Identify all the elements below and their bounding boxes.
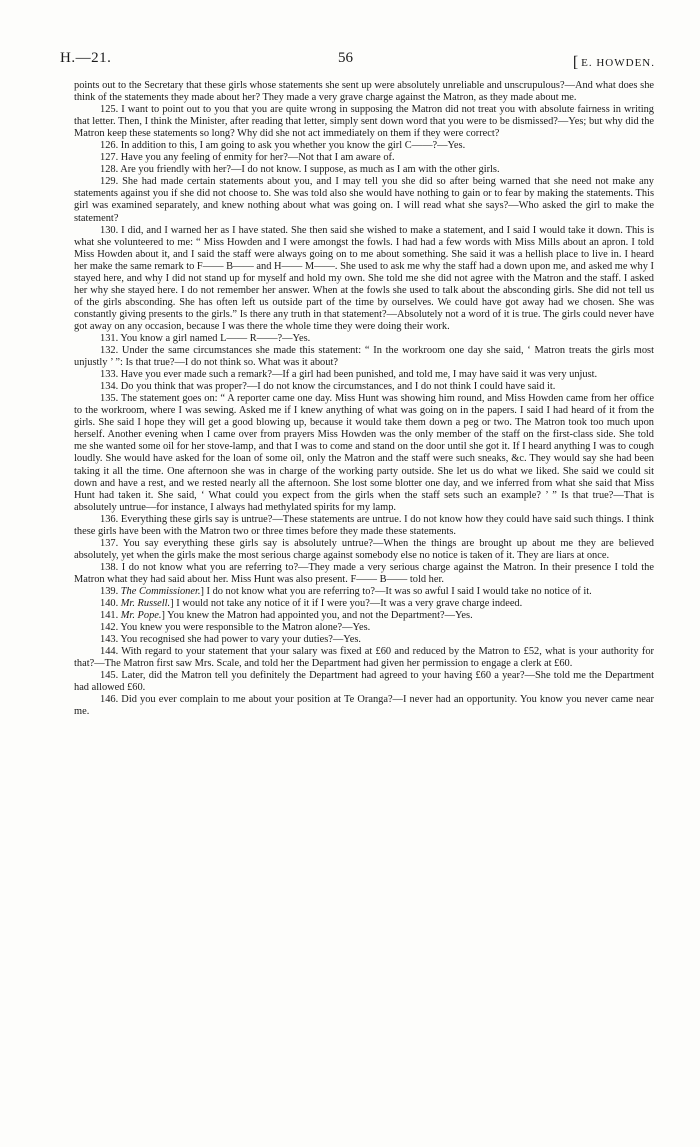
paragraph-text: ] I would not take any notice of it if I were you?—It was a very grave charge indeed. <box>170 598 523 610</box>
paragraph: 128. Are you friendly with her?—I do not know. I suppose, as much as I am with the other girls. <box>100 164 500 176</box>
paragraph: 144. With regard to your statement that your salary was fixed at £60 and reduced by the Matron to £52, what is your authority for that?—The Matron first saw Mrs. Scale, and told her the Department had given her permission to engage a clerk at £60. <box>74 646 654 670</box>
question-number: 139. <box>100 585 121 597</box>
paragraph: 126. In addition to this, I am going to ask you whether you know the girl C——?—Yes. <box>100 140 466 152</box>
paragraph: 134. Do you think that was proper?—I do not know the circumstances, and I do not think I could have said it. <box>100 381 556 393</box>
paragraph <box>74 610 654 622</box>
paragraph: 132. Under the same circumstances she made this statement: “ In the workroom one day she said, ‘ Matron treats the girls most unjustly ’ ”: Is that true?—I do not think so. What was it about? <box>74 345 654 369</box>
paragraph: 129. She had made certain statements about you, and I may tell you she did so after being warned that she need not make any statements against you if she did not choose to. She was told also she would have nothing to gain or to fear by making the statements. This girl was examined separately, and knew nothing about what was going on. I will read what she says?—Who asked the girl to make the statement? <box>74 176 654 224</box>
paragraph-text: ] You knew the Matron had appointed you, and not the Department?—Yes. <box>161 610 473 622</box>
paragraph: 143. You recognised she had power to vary your duties?—Yes. <box>100 634 361 646</box>
speaker: The Commissioner. <box>120 585 201 597</box>
witness-name: [ E. HOWDEN. <box>572 54 655 71</box>
question-number: 140. <box>100 598 121 610</box>
speaker: Mr. Pope. <box>120 610 162 622</box>
paragraph: 146. Did you ever complain to me about your position at Te Oranga?—I never had an opportunity. You know you never came near me. <box>74 694 654 718</box>
speaker: Mr. Russell. <box>120 598 171 610</box>
paragraph: 130. I did, and I warned her as I have stated. She then said she wished to make a statement, and I said I would take it down. This is what she volunteered to me: “ Miss Howden and I were amongst the fowls. I had had a few words with Miss Mills about an apron. I told Miss Howden about it, and I said the staff were always going on to me about something. She said it was a hellish place to live in. I heard her make the same remark to F—— B—— and H—— M——. She used to ask me why the staff had a down upon me, and asked me why I stayed here, and why I did not stand up for myself and hold my own. She told me she did not agree with the Matron and the staff. I asked her why she stayed here. I do not remember her answer. When at the fowls she used to talk about the absconding girls. She did not tell us of the girls absconding. She has often left us outside part of the time by ourselves. We could have got away had we chosen. She was constantly giving presents to the girls.” Is there any truth in that statement?—Absolutely not a word of it is true. The girls could never have got away on any occasion, because I was there the whole time they were doing their work. <box>74 224 654 332</box>
paragraph: points out to the Secretary that these girls whose statements she sent up were absolutely unreliable and unscrupulous?—And what does she think of the statements they made about her? They made a very grave charge against the Matron, as they made about me. <box>74 80 654 104</box>
paragraph <box>74 586 654 598</box>
paragraph: 136. Everything these girls say is untrue?—These statements are untrue. I do not know how they could have said such things. I think these girls have been with the Matron two or three times before they made these statements. <box>74 513 654 537</box>
paragraph-text: ] I do not know what you are referring to?—It was so awful I said I would take no notice of it. <box>200 585 592 597</box>
paragraph: 142. You knew you were responsible to the Matron alone?—Yes. <box>100 622 371 634</box>
page-header <box>60 50 655 72</box>
witness-name-text: E. HOWDEN. <box>581 57 655 69</box>
paragraph: 133. Have you ever made such a remark?—If a girl had been punished, and told me, I may have said it was very unjust. <box>100 369 598 381</box>
paragraph: 137. You say everything these girls say is absolutely untrue?—When the things are brought up about me they are believed absolutely, yet when the girls make the most serious charge against somebody else no notice is taken of it. They are liars at once. <box>74 537 654 561</box>
paragraph <box>74 598 654 610</box>
question-number: 141. <box>100 610 121 622</box>
paragraph: 125. I want to point out to you that you are quite wrong in supposing the Matron did not treat you with absolute fairness in writing that letter. Then, I think the Minister, after reading that letter, simply sent down word that you were to be dismissed?—Yes; but why did the Matron keep these statements so long? Why did she not act immediately on them if they were correct? <box>74 104 654 140</box>
paragraph: 138. I do not know what you are referring to?—They made a very serious charge against the Matron. In their presence I told the Matron what they had said about her. Miss Hunt was also present. F—— B—— told her. <box>74 561 654 585</box>
page-number: 56 <box>338 50 353 66</box>
paragraph: 135. The statement goes on: “ A reporter came one day. Miss Hunt was showing him round, and Miss Howden came from her office to the workroom, where I was sewing. Asked me if I knew anything of what was going on in the papers. I said I had heard of it from the girls. She said I hope they will get a good blowing up, because it would take them down a peg or two. The Matron took too much upon herself. Another evening when I came over from prayers Miss Howden was the only member of the staff on the first-class side. She told me she wanted some oil for her stove-lamp, and that I was to come and stand on the door until she got it. If I heard anything I was to cough loudly. She would have asked for the loan of some oil, only the Matron and the staff were such sneaks, &c. They would say she had been taking it all the time. One afternoon she was in charge of the working party outside. She let us do what we liked. She said we could sit down and have a rest, and we rested nearly all the afternoon. She lost some blotter one day, and we inferred from what she said that Miss Hunt had taken it. She said, ‘ What could you expect from the girls when the staff sets such an example? ’ ” Is that true?—That is absolutely untrue—for instance, I always had methylated spirits for my lamp. <box>74 393 654 513</box>
page-body <box>74 80 654 718</box>
paragraph: 131. You know a girl named L—— R——?—Yes. <box>100 332 311 344</box>
paragraph: 127. Have you any feeling of enmity for her?—Not that I am aware of. <box>100 152 395 164</box>
paragraph: 145. Later, did the Matron tell you definitely the Department had agreed to your having £60 a year?—She told me the Department had allowed £60. <box>74 670 654 694</box>
report-reference: H.—21. <box>60 50 112 66</box>
